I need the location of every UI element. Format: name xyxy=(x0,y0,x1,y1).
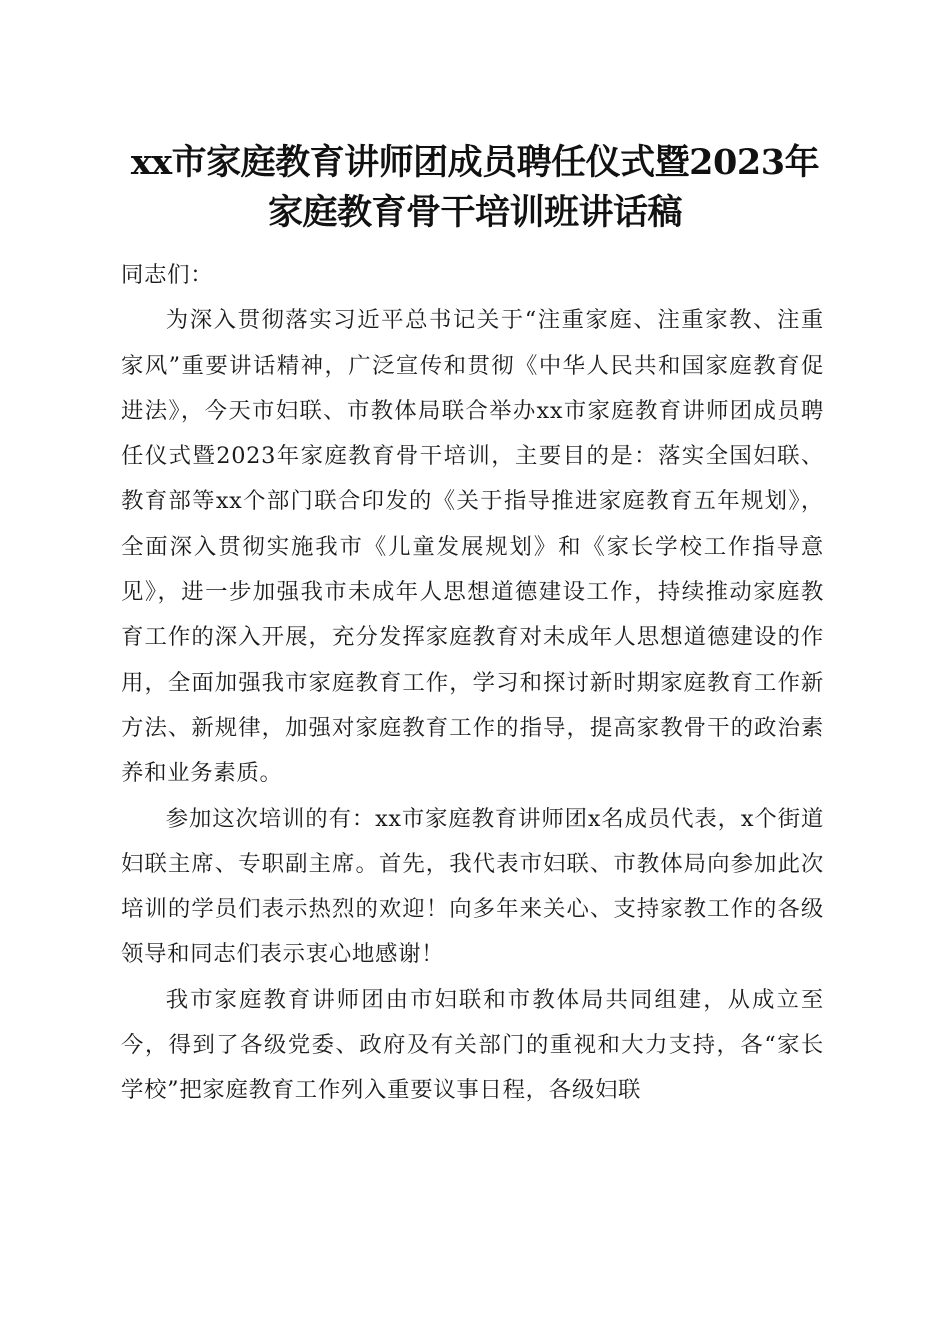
document-title xyxy=(110,138,840,238)
salutation: 同志们： xyxy=(121,262,214,288)
paragraph: 为深入贯彻落实习近平总书记关于“注重家庭、注重家教、注重家风”重要讲话精神，广泛宣传和贯彻《中华人民共和国家庭教育促进法》，今天市妇联、市教体局联合举办xx市家庭教育讲师团成员聘任仪式暨2023年家庭教育骨干培训，主要目的是：落实全国妇联、教育部等xx个部门联合印发的《关于指导推进家庭教育五年规划》，全面深入贯彻实施我市《儿童发展规划》和《家长学校工作指导意见》，进一步加强我市未成年人思想道德建设工作，持续推动家庭教育工作的深入开展，充分发挥家庭教育对未成年人思想道德建设的作用，全面加强我市家庭教育工作，学习和探讨新时期家庭教育工作新方法、新规律，加强对家庭教育工作的指导，提高家教骨干的政治素养和业务素质。 xyxy=(121,307,824,787)
document-body xyxy=(121,253,824,1114)
title-line-1: xx市家庭教育讲师团成员聘任仪式暨2023年 xyxy=(130,142,820,183)
paragraph: 参加这次培训的有：xx市家庭教育讲师团x名成员代表，x个街道妇联主席、专职副主席。首先，我代表市妇联、市教体局向参加此次培训的学员们表示热烈的欢迎！向多年来关心、支持家教工作的各级领导和同志们表示衷心地感谢！ xyxy=(121,805,824,968)
title-line-2: 家庭教育骨干培训班讲话稿 xyxy=(267,192,682,233)
paragraph: 我市家庭教育讲师团由市妇联和市教体局共同组建，从成立至今，得到了各级党委、政府及有关部门的重视和大力支持，各“家长学校”把家庭教育工作列入重要议事日程，各级妇联 xyxy=(121,986,824,1104)
